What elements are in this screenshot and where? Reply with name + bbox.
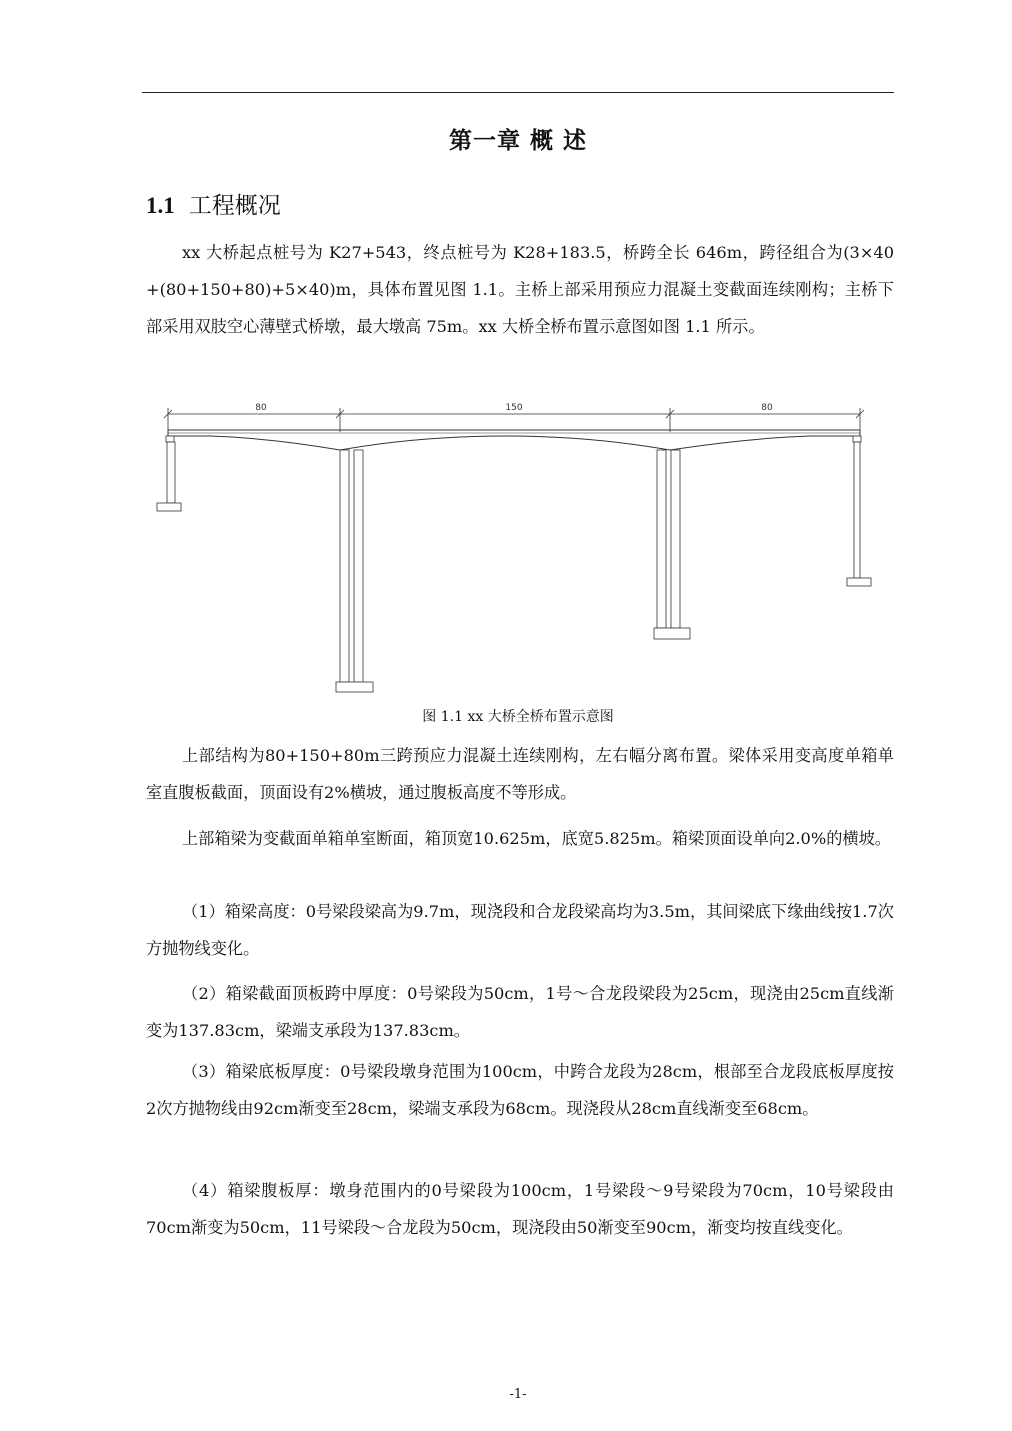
section-number: 1.1 [146,193,175,218]
abutment-right-cap [853,436,861,442]
paragraph-bottom-slab: （3）箱梁底板厚度：0号梁段墩身范围为100cm，中跨合龙段为28cm，根部至合龙段底板厚度按2次方抛物线由92cm渐变至28cm，梁端支承段为68cm。现浇段从28cm直线渐变至68cm。 [146,1062,894,1118]
main-pier-2-leg-b [671,450,680,628]
paragraph-overview: xx 大桥起点桩号为 K27+543，终点桩号为 K28+183.5，桥跨全长 646m，跨径组合为(3×40 +(80+150+80)+5×40)m，具体布置见图 1.1。主桥上部采用预应力混凝土变截面连续刚构；主桥下部采用双肢空心薄壁式桥墩，最大墩高 75m。xx 大桥全桥布置示意图如图 1.1 所示。 [146,243,894,336]
abutment-right-footing [847,578,871,586]
paragraph-box-girder: 上部箱梁为变截面单箱单室断面，箱顶宽10.625m，底宽5.825m。箱梁顶面设单向2.0%的横坡。 [182,829,891,848]
bridge-layout-figure [150,398,880,698]
span-label-1: 80 [255,403,267,413]
span-label-2: 150 [505,403,523,413]
main-pier-1-footing [336,682,373,692]
main-pier-2-footing [654,628,690,639]
abutment-left-footing [157,503,181,511]
main-pier-1-leg-a [340,450,349,682]
chapter-title: 第一章 概 述 [448,128,587,154]
girder-soffit [168,436,860,450]
main-pier-1-leg-b [354,450,363,682]
section-heading [146,187,281,220]
figure-caption: 图 1.1 xx 大桥全桥布置示意图 [422,709,614,725]
section-title: 工程概况 [188,193,281,219]
paragraph-girder-height: （1）箱梁高度：0号梁段梁高为9.7m，现浇段和合龙段梁高均为3.5m，其间梁底下缘曲线按1.7次方抛物线变化。 [146,902,894,958]
abutment-right-pier [854,442,860,578]
paragraph-web-thickness: （4）箱梁腹板厚：墩身范围内的0号梁段为100cm，1号梁段～9号梁段为70cm，10号梁段由70cm渐变为50cm，11号梁段～合龙段为50cm，现浇段由50渐变至90cm，渐变均按直线变化。 [146,1181,894,1237]
abutment-left-pier [167,442,175,503]
paragraph-superstructure: 上部结构为80+150+80m三跨预应力混凝土连续刚构，左右幅分离布置。梁体采用变高度单箱单室直腹板截面，顶面设有2%横坡，通过腹板高度不等形成。 [146,746,894,802]
main-pier-2-leg-a [657,450,666,628]
header-rule [142,92,894,93]
span-label-3: 80 [761,403,773,413]
abutment-left-cap [166,436,174,442]
paragraph-top-slab: （2）箱梁截面顶板跨中厚度：0号梁段为50cm，1号～合龙段梁段为25cm，现浇由25cm直线渐变为137.83cm，梁端支承段为137.83cm。 [146,984,894,1040]
page-number: -1- [509,1387,527,1402]
